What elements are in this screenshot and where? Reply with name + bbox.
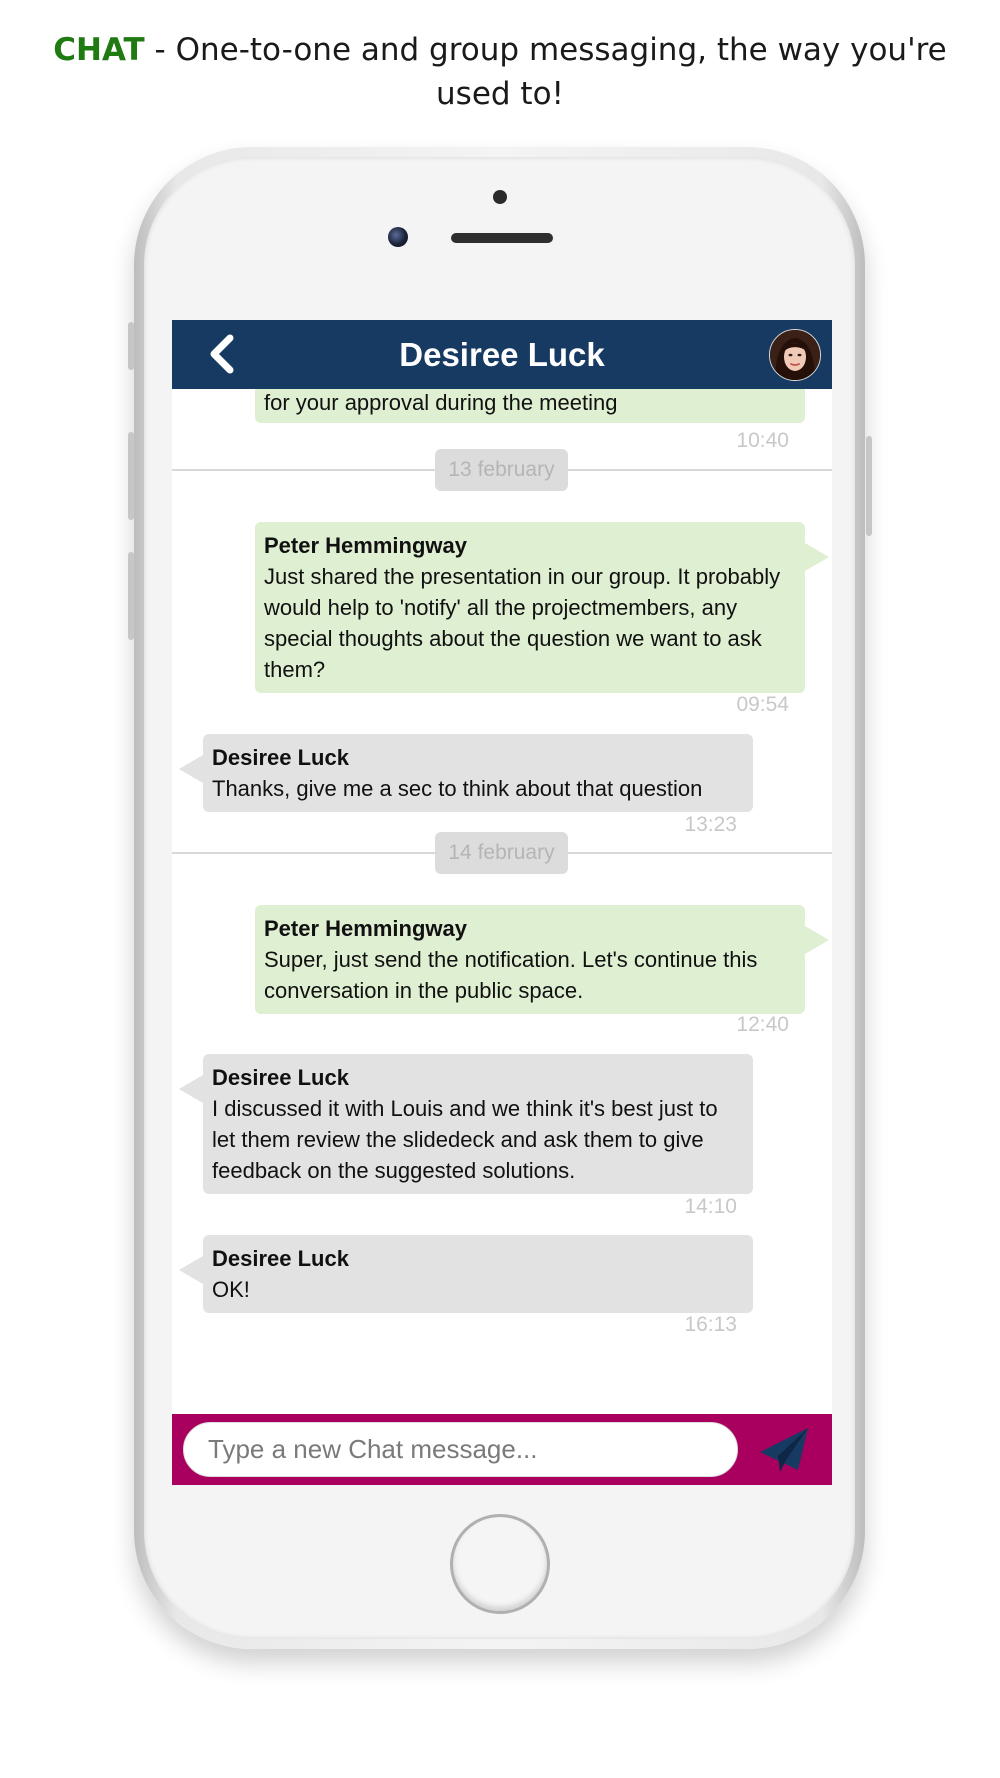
bubble-tail [179,1256,203,1284]
message-bubble-outgoing [255,522,805,693]
message-input[interactable] [183,1422,738,1477]
headline-brand: CHAT [53,32,145,68]
date-separator: 13 february [435,449,568,491]
message-text: Just shared the presentation in our group. It probably would help to 'notify' all the projectmembers, any special thoughts about the question we want to ask them? [264,564,781,682]
message-sender: Peter Hemmingway [264,916,467,941]
message-time: 16:13 [684,1313,737,1336]
message-text: Thanks, give me a sec to think about that question [212,776,703,801]
message-time: 12:40 [736,1013,789,1036]
chat-header [172,320,832,389]
message-bubble-outgoing [255,905,805,1014]
home-button[interactable] [450,1514,550,1614]
phone-mute-switch [128,322,134,370]
message-time: 09:54 [736,693,789,716]
send-icon[interactable] [758,1426,810,1474]
phone-screen [172,320,832,1485]
bubble-tail [805,543,829,571]
proximity-sensor [493,190,507,204]
message-text: OK! [212,1277,250,1302]
contact-avatar[interactable] [769,329,821,381]
message-bubble-outgoing [255,389,805,423]
phone-volume-up [128,432,134,520]
message-composer [172,1414,832,1485]
message-time: 10:40 [736,429,789,452]
message-text: Super, just send the notification. Let's continue this conversation in the public space. [264,947,758,1003]
message-bubble-incoming [203,734,753,812]
message-text: I discussed it with Louis and we think it's best just to let them review the slidedeck and ask them to give feedback on the suggested solutions. [212,1096,718,1183]
page-headline [40,28,960,116]
phone-power-button [866,436,872,536]
message-sender: Desiree Luck [212,1065,349,1090]
message-time: 13:23 [684,813,737,836]
front-camera [388,227,408,247]
chat-title: Desiree Luck [399,336,605,373]
phone-volume-down [128,552,134,640]
headline-text: - One-to-one and group messaging, the way you're used to! [144,32,947,112]
message-sender: Desiree Luck [212,1246,349,1271]
message-sender: Desiree Luck [212,745,349,770]
bubble-tail [179,755,203,783]
message-text: for your approval during the meeting [264,390,618,415]
message-time: 14:10 [684,1195,737,1218]
message-bubble-incoming [203,1235,753,1313]
bubble-tail [179,1075,203,1103]
date-separator: 14 february [435,832,568,874]
message-sender: Peter Hemmingway [264,533,467,558]
message-list[interactable] [172,389,832,1389]
bubble-tail [805,926,829,954]
earpiece-speaker [451,233,553,243]
message-bubble-incoming [203,1054,753,1194]
